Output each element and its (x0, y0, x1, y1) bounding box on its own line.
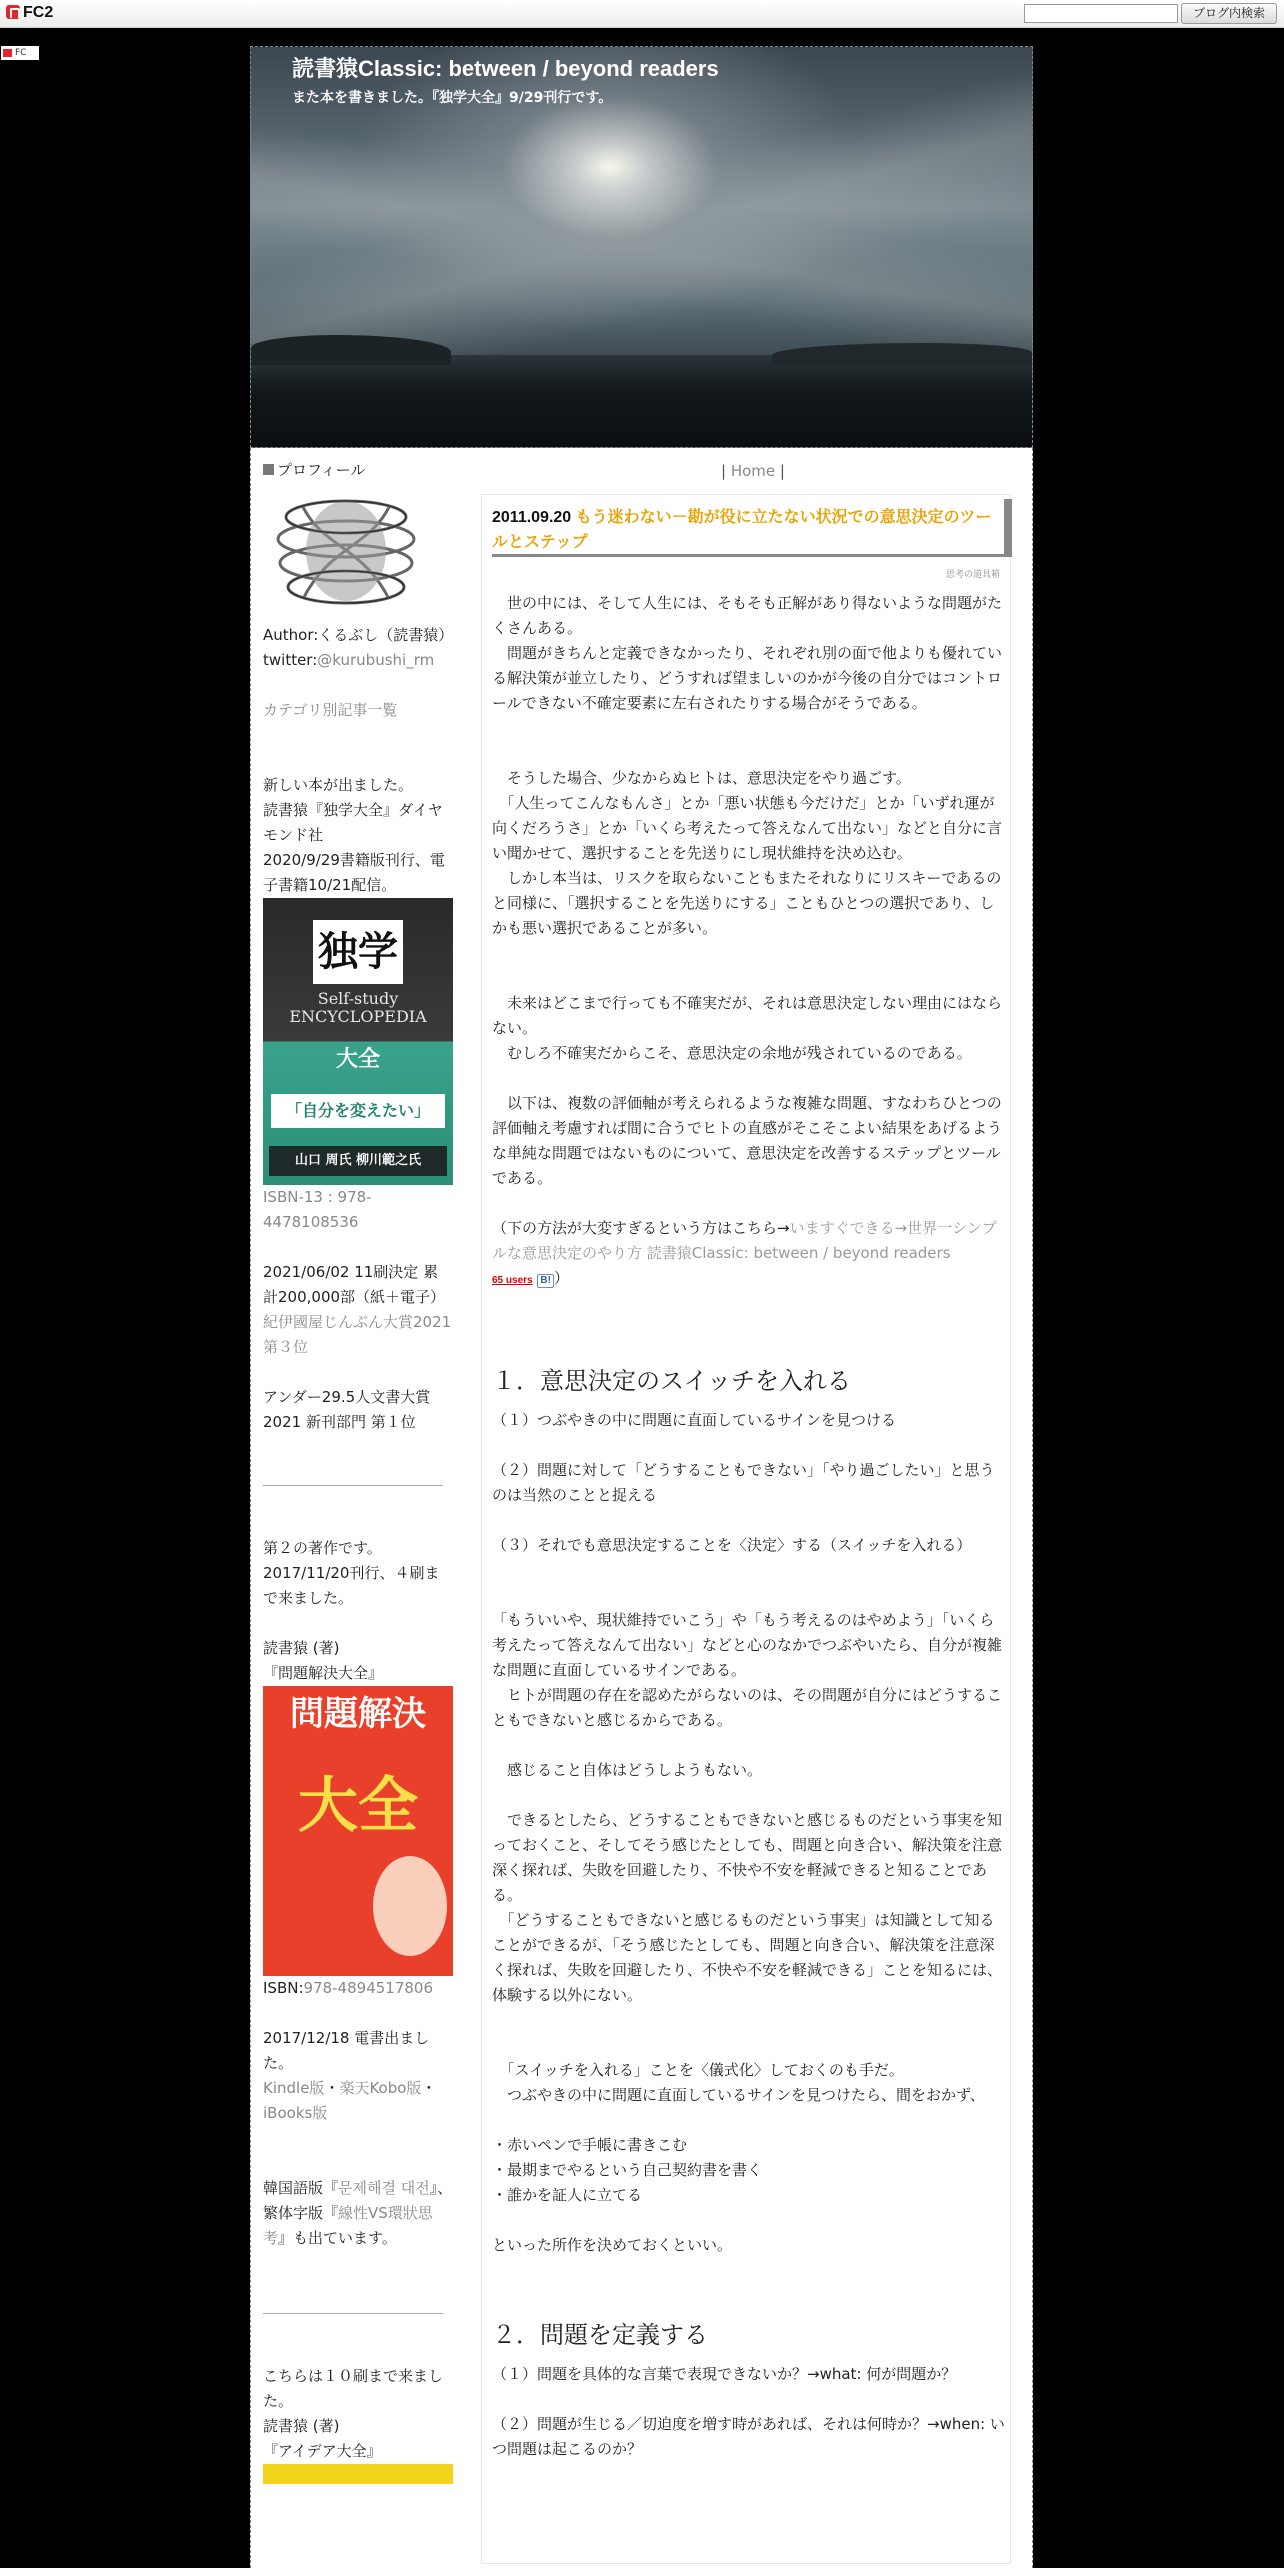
section-item: （２）問題が生じる／切迫度を増す時があれば、それは何時か？→when: いつ問題は起こるのか？ (492, 2415, 1005, 2458)
reference-line: （下の方法が大変すぎるという方はこちら→いますぐできる→世界一シンプルな意思決定のやり方 読書猿Classic: between / beyond readers (492, 1219, 997, 1262)
post-area (481, 494, 1011, 2564)
book-cover-mondaikaiketsu[interactable] (263, 1686, 453, 1976)
reference-link[interactable]: いますぐできる→世界一シンプルな意思決定のやり方 読書猿Classic: between / beyond readers (492, 1219, 997, 1262)
fc2-mini-badge[interactable]: FC (1, 46, 39, 60)
post-paragraph: できるとしたら、どうすることもできないと感じるものだという事実を知っておくこと、そしてそう感じたとしても、問題と向き合い、解決策を注意深く探れば、失敗を回避したり、不快や不安を軽減できると知ることである。 (492, 1811, 1003, 1904)
sidebar-divider-1 (263, 1485, 443, 1486)
second-book-author: 読書猿 (著) (263, 1639, 340, 1657)
book1-names: 山口 周氏 柳川範之氏 (269, 1146, 447, 1176)
home-link[interactable]: Home (730, 462, 776, 480)
post-paragraph: そうした場合、少なからぬヒトは、意思決定をやり過ごす。 (492, 769, 911, 787)
section-heading: ２．問題を定義する (492, 2321, 708, 2349)
blog-header (250, 46, 1033, 448)
section-item: （１）つぶやきの中に問題に直面しているサインを見つける (492, 1411, 896, 1429)
top-nav: | Home | (721, 462, 785, 480)
blog-title[interactable]: 読書猿Classic: between / beyond readers (292, 56, 719, 81)
avatar (263, 487, 429, 619)
book1-en: Self-study ENCYCLOPEDIA (289, 989, 427, 1026)
ebook-text: 2017/12/18 電書出ました。 (263, 2029, 430, 2072)
traditional-chinese-link[interactable]: 線性VS環狀思考 (263, 2204, 433, 2247)
isbn2-link[interactable]: 978-4894517806 (303, 1979, 433, 1997)
post-header (492, 499, 1012, 557)
list-item: ・誰かを証人に立てる (492, 2186, 643, 2204)
section-item: （１）問題を具体的な言葉で表現できないか？→what: 何が問題か？ (492, 2365, 957, 2383)
list-item: ・赤いペンで手帳に書きこむ (492, 2136, 688, 2154)
post-paragraph: つぶやきの中に問題に直面しているサインを見つけたら、間をおかず、 (492, 2086, 985, 2104)
post-paragraph: ヒトが問題の存在を認めたがらないのは、その問題が自分にはどうすることもできないと感じるからである。 (492, 1686, 1003, 1729)
isbn-mondaikaiketsu: ISBN:978-4894517806 (263, 1979, 433, 1997)
award-sales: 2021/06/02 11刷決定 累計200,000部（紙＋電子） (263, 1263, 446, 1306)
post-paragraph: 「スイッチを入れる」ことを〈儀式化〉しておくのも手だ。 (492, 2061, 904, 2079)
award-under295: アンダー29.5人文書大賞2021 新刊部門 第１位 (263, 1388, 431, 1431)
post-paragraph: といった所作を決めておくといい。 (492, 2236, 733, 2254)
hatena-bookmark-line: 65 users B! ） (492, 1269, 569, 1287)
book2-sub: 大全 (298, 1771, 418, 1841)
blog-search-button[interactable]: ブログ内検索 (1181, 3, 1277, 24)
profile-twitter: twitter:@kurubushi_rm (263, 651, 435, 669)
second-book-text: 第２の著作です。 2017/11/20刊行、４刷まで来ました。 (263, 1539, 440, 1607)
book1-sub: 大全 (335, 1047, 380, 1072)
third-book-text: こちらは１０刷まで来ました。 読書猿 (著) 『アイデア大全』 (263, 2367, 444, 2460)
book-cover-idea[interactable] (263, 2464, 453, 2484)
post-title[interactable]: もう迷わない－勘が役に立たない状況での意思決定のツールとステップ (492, 509, 992, 551)
kindle-link[interactable]: Kindle版 (263, 2079, 325, 2097)
rakuten-kobo-link[interactable]: 楽天Kobo版 (339, 2079, 422, 2097)
post-paragraph: 感じること自体はどうしようもない。 (492, 1761, 763, 1779)
header-hills-left (251, 335, 451, 365)
post-date: 2011.09.20 (492, 509, 572, 526)
ibooks-link[interactable]: iBooks版 (263, 2104, 328, 2122)
section-heading: １．意思決定のスイッチを入れる (492, 1367, 852, 1395)
book2-title: 問題解決 (290, 1694, 426, 1734)
sidebar-divider-2 (263, 2313, 443, 2314)
book-cover-dokugaku[interactable] (263, 898, 453, 1185)
main-panel (250, 448, 1033, 2568)
list-item: ・最期までやるという自己契約書を書く (492, 2161, 763, 2179)
profile-heading: プロフィール (263, 458, 453, 483)
post-paragraph: 問題がきちんと定義できなかったり、それぞれ別の面で他よりも優れている解決策が並立したり、どうすれば望ましいのかが今後の自分ではコントロールできない不確定要素に左右されたりする場合がそうである。 (492, 644, 1003, 712)
korean-edition-link[interactable]: 문제해결 대전 (338, 2179, 430, 2197)
translations-text: 韓国語版『문제해결 대전』、繁体字版『線性VS環狀思考』も出ています。 (263, 2179, 453, 2247)
square-icon (263, 464, 274, 475)
post-paragraph: 世の中には、そして人生には、そもそも正解があり得ないような問題がたくさんある。 (492, 594, 1003, 637)
post-paragraph: 「人生ってこんなもんさ」とか「悪い状態も今だけだ」とか「いずれ運が向くだろうさ」とか「いくら考えたって答えなんて出ない」などと自分に言い聞かせて、選択することを先送りにし現状維持を決め込む。 (492, 794, 1003, 862)
post-body (492, 591, 1007, 2462)
ebook-links: Kindle版・楽天Kobo版・iBooks版 (263, 2079, 437, 2122)
post-paragraph: 未来はどこまで行っても不確実だが、それは意思決定しない理由にはならない。 (492, 994, 1003, 1037)
hatena-bookmark-icon[interactable]: B! (537, 1274, 554, 1288)
post-paragraph: しかし本当は、リスクを取らないこともまたそれなりにリスキーであるのと同様に、「選択することを先送りにする」こともひとつの選択であり、しかも悪い選択であることが多い。 (492, 869, 1002, 937)
sidebar (263, 458, 467, 2484)
twitter-link[interactable]: @kurubushi_rm (317, 651, 435, 669)
post-paragraph: 「どうすることもできないと感じるものだという事実」は知識として知ることができるが、「そう感じたとしても、問題と向き合い、解決策を注意深く探れば、失敗を回避したり、不快や不安を軽減できる」ことを知るには、体験する以外にない。 (492, 1911, 1003, 2004)
new-book-text: 新しい本が出ました。 読書猿『独学大全』ダイヤモンド社 2020/9/29書籍版刊行、電子書籍10/21配信。 (263, 776, 445, 894)
book1-title: 独学 (313, 920, 403, 984)
post-paragraph: むしろ不確実だからこそ、意思決定の余地が残されているのである。 (492, 1044, 972, 1062)
fc2-toolbar (0, 0, 1284, 28)
section-item: （３）それでも意思決定することを〈決定〉する（スイッチを入れる） (492, 1536, 972, 1554)
blog-search-input[interactable] (1024, 4, 1178, 23)
second-book-title: 『問題解決大全』 (263, 1664, 384, 1682)
award-kinokuniya-link[interactable]: 紀伊國屋じんぶん大賞2021 第３位 (263, 1313, 467, 1356)
post-paragraph: 「もういいや、現状維持でいこう」や「もう考えるのはやめよう」「いくら考えたって答えなんて出ない」などと心のなかでつぶやいたら、自分が複雑な問題に直面しているサインである。 (492, 1611, 1003, 1679)
post-paragraph: 以下は、複数の評価軸が考えられるような複雑な問題、すなわちひとつの評価軸え考慮すれば間に合うでヒトの直感がそこそこよい結果をあげるような単純な問題ではないものについて、意思決定を改善するステップとツールである。 (492, 1094, 1003, 1187)
header-hills-right (772, 343, 1032, 365)
post-category[interactable]: 思考の道具箱 (945, 570, 1000, 580)
category-list-link[interactable]: カテゴリ別記事一覧 (263, 701, 398, 719)
profile-author: Author:くるぶし（読書猿） (263, 626, 454, 644)
book1-band: 「自分を変えたい」 (271, 1094, 445, 1128)
fc2-logo[interactable]: FC2 (6, 4, 53, 22)
hatena-users-link[interactable]: 65 users (492, 1275, 533, 1286)
book2-illustration (373, 1856, 447, 1956)
section-item: （２）問題に対して「どうすることもできない」「やり過ごしたい」と思うのは当然のことと捉える (492, 1461, 995, 1504)
fc2-logo-icon (6, 5, 20, 19)
isbn-dokugaku[interactable]: ISBN-13 : 978-4478108536 (263, 1188, 372, 1231)
blog-subtitle: また本を書きました。『独学大全』9/29刊行です。 (292, 90, 613, 106)
